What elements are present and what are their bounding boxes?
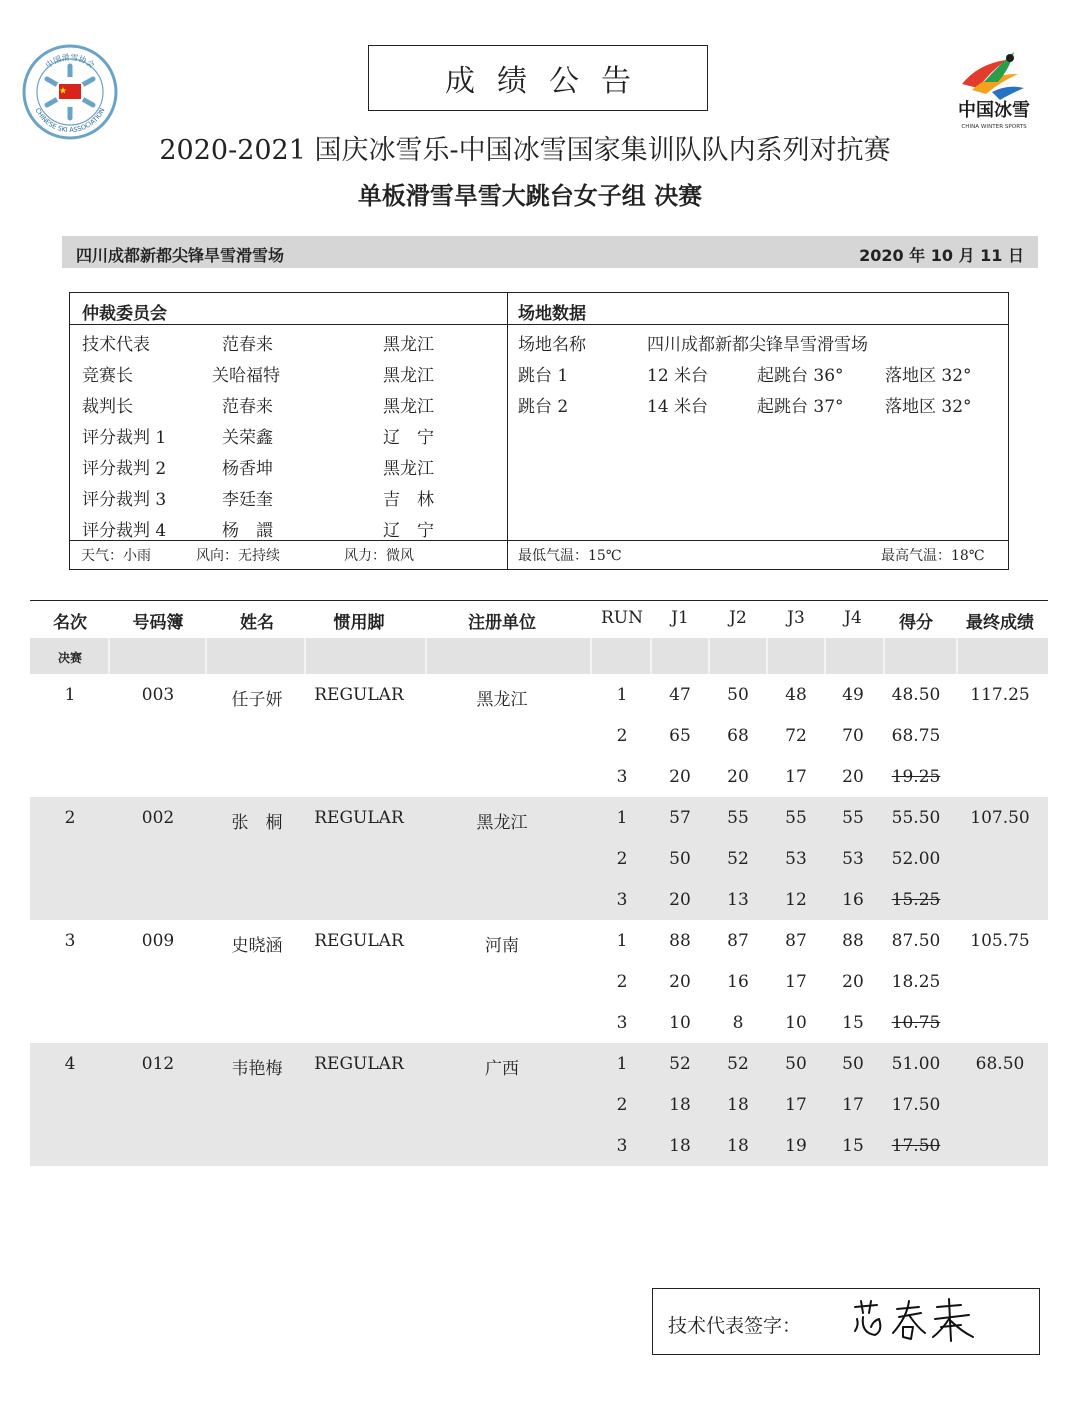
stance: REGULAR bbox=[314, 1054, 404, 1074]
signature-label: 技术代表签字： bbox=[668, 1315, 802, 1337]
judge-1-score: 65 bbox=[669, 726, 691, 746]
run-score: 52.00 bbox=[891, 849, 941, 869]
dropped-run-score: 19.25 bbox=[891, 767, 941, 787]
col-rank: 名次 bbox=[53, 613, 87, 633]
col-score: 得分 bbox=[899, 613, 933, 633]
judge-1-score: 18 bbox=[669, 1136, 691, 1156]
judge-4-score: 70 bbox=[842, 726, 864, 746]
judge-4-score: 16 bbox=[842, 890, 864, 910]
registered-unit: 黑龙江 bbox=[476, 813, 528, 833]
judge-4-score: 88 bbox=[842, 931, 864, 951]
judge-1-score: 88 bbox=[669, 931, 691, 951]
run-number: 3 bbox=[616, 1136, 628, 1156]
page-title: 2020-2021 国庆冰雪乐-中国冰雪国家集训队队内系列对抗赛 bbox=[159, 135, 891, 166]
judge-2-score: 8 bbox=[732, 1013, 744, 1033]
run-number: 2 bbox=[616, 972, 628, 992]
venue-name-row: 场地名称 四川成都新都尖锋旱雪滑雪场 bbox=[518, 335, 868, 355]
athlete-name: 张 桐 bbox=[231, 813, 283, 833]
stance: REGULAR bbox=[314, 808, 404, 828]
col-j2: J2 bbox=[729, 608, 747, 628]
stance: REGULAR bbox=[314, 931, 404, 951]
venue-data-heading: 场地数据 bbox=[518, 304, 586, 324]
rank: 3 bbox=[64, 931, 76, 951]
run-score: 48.50 bbox=[891, 685, 941, 705]
judge-3-score: 72 bbox=[785, 726, 807, 746]
china-winter-sports-logo bbox=[948, 44, 1040, 136]
col-j4: J4 bbox=[844, 608, 862, 628]
chinese-ski-association-logo bbox=[22, 44, 118, 140]
judge-4-score: 15 bbox=[842, 1013, 864, 1033]
event-date: 2020 年 10 月 11 日 bbox=[859, 246, 1024, 265]
judge-3-score: 17 bbox=[785, 767, 807, 787]
athlete-row bbox=[30, 674, 1048, 797]
col-j3: J3 bbox=[787, 608, 805, 628]
page-subtitle: 单板滑雪旱雪大跳台女子组 决赛 bbox=[357, 182, 703, 210]
stage-label: 决赛 bbox=[58, 651, 83, 665]
judge-3-score: 10 bbox=[785, 1013, 807, 1033]
judge-2-score: 16 bbox=[727, 972, 749, 992]
run-score: 68.75 bbox=[891, 726, 941, 746]
judge-3-score: 50 bbox=[785, 1054, 807, 1074]
venue-date-bar bbox=[62, 236, 1038, 268]
jump-row: 跳台 1 12 米台 起跳台 36° 落地区 32° bbox=[518, 366, 972, 386]
judge-2-score: 18 bbox=[727, 1136, 749, 1156]
registered-unit: 河南 bbox=[485, 936, 519, 956]
judge-2-score: 68 bbox=[727, 726, 749, 746]
judge-4-score: 49 bbox=[842, 685, 864, 705]
jump-row: 跳台 2 14 米台 起跳台 37° 落地区 32° bbox=[518, 397, 972, 417]
run-number: 1 bbox=[616, 1054, 628, 1074]
jury-member: 裁判长 范春来 黑龙江 bbox=[82, 397, 434, 417]
judge-2-score: 55 bbox=[727, 808, 749, 828]
dropped-run-score: 10.75 bbox=[891, 1013, 941, 1033]
run-score: 18.25 bbox=[891, 972, 941, 992]
judge-3-score: 17 bbox=[785, 1095, 807, 1115]
judge-4-score: 53 bbox=[842, 849, 864, 869]
registered-unit: 黑龙江 bbox=[476, 690, 528, 710]
judge-2-score: 18 bbox=[727, 1095, 749, 1115]
run-score: 17.50 bbox=[891, 1095, 941, 1115]
judge-1-score: 20 bbox=[669, 972, 691, 992]
left-logo-text-en: CHINESE SKI ASSOCIATION bbox=[33, 106, 107, 135]
run-number: 2 bbox=[616, 726, 628, 746]
judge-2-score: 20 bbox=[727, 767, 749, 787]
final-result: 117.25 bbox=[970, 685, 1030, 705]
judge-2-score: 50 bbox=[727, 685, 749, 705]
judge-3-score: 55 bbox=[785, 808, 807, 828]
final-result: 107.50 bbox=[970, 808, 1030, 828]
registered-unit: 广西 bbox=[485, 1059, 519, 1079]
judge-1-score: 18 bbox=[669, 1095, 691, 1115]
right-logo-text-en: CHINA WINTER SPORTS bbox=[961, 124, 1027, 130]
col-final: 最终成绩 bbox=[966, 613, 1034, 633]
judge-3-score: 53 bbox=[785, 849, 807, 869]
judge-1-score: 10 bbox=[669, 1013, 691, 1033]
judge-1-score: 20 bbox=[669, 767, 691, 787]
judge-3-score: 48 bbox=[785, 685, 807, 705]
bib-number: 003 bbox=[141, 685, 175, 705]
dropped-run-score: 15.25 bbox=[891, 890, 941, 910]
left-logo-text: 中国滑雪协会 bbox=[43, 52, 97, 71]
run-number: 2 bbox=[616, 849, 628, 869]
final-result: 105.75 bbox=[970, 931, 1030, 951]
run-score: 51.00 bbox=[891, 1054, 941, 1074]
judge-1-score: 57 bbox=[669, 808, 691, 828]
officials-venue-box bbox=[69, 292, 1009, 570]
judge-4-score: 20 bbox=[842, 972, 864, 992]
col-bib: 号码簿 bbox=[132, 613, 184, 633]
final-result: 68.50 bbox=[975, 1054, 1025, 1074]
stage-row bbox=[30, 638, 1048, 674]
notice-title: 成绩公告 bbox=[368, 45, 708, 111]
judge-4-score: 55 bbox=[842, 808, 864, 828]
run-number: 3 bbox=[616, 767, 628, 787]
athlete-row bbox=[30, 920, 1048, 1043]
judge-2-score: 13 bbox=[727, 890, 749, 910]
bib-number: 002 bbox=[141, 808, 175, 828]
bib-number: 012 bbox=[141, 1054, 175, 1074]
jury-heading: 仲裁委员会 bbox=[82, 304, 167, 324]
wind-force: 风力：微风 bbox=[344, 548, 414, 564]
judge-2-score: 87 bbox=[727, 931, 749, 951]
venue-name: 四川成都新都尖锋旱雪滑雪场 bbox=[76, 246, 285, 265]
jury-member: 评分裁判 4 杨 譞 辽 宁 bbox=[82, 521, 434, 541]
jury-member: 评分裁判 1 关荣鑫 辽 宁 bbox=[82, 428, 434, 448]
col-run: RUN bbox=[600, 608, 644, 628]
run-number: 3 bbox=[616, 890, 628, 910]
dropped-run-score: 17.50 bbox=[891, 1136, 941, 1156]
run-score: 87.50 bbox=[891, 931, 941, 951]
rank: 4 bbox=[64, 1054, 76, 1074]
athlete-name: 史晓涵 bbox=[231, 936, 283, 956]
judge-1-score: 47 bbox=[669, 685, 691, 705]
athlete-name: 任子妍 bbox=[231, 690, 283, 710]
judge-2-score: 52 bbox=[727, 1054, 749, 1074]
judge-3-score: 17 bbox=[785, 972, 807, 992]
judge-3-score: 12 bbox=[785, 890, 807, 910]
judge-4-score: 20 bbox=[842, 767, 864, 787]
athlete-name: 韦艳梅 bbox=[231, 1059, 283, 1079]
judge-1-score: 20 bbox=[669, 890, 691, 910]
run-number: 2 bbox=[616, 1095, 628, 1115]
run-number: 3 bbox=[616, 1013, 628, 1033]
col-unit: 注册单位 bbox=[468, 613, 536, 633]
signature-box bbox=[652, 1288, 1040, 1355]
athlete-row bbox=[30, 797, 1048, 920]
stance: REGULAR bbox=[314, 685, 404, 705]
run-score: 55.50 bbox=[891, 808, 941, 828]
rank: 1 bbox=[64, 685, 76, 705]
signature-image bbox=[849, 1297, 979, 1345]
run-number: 1 bbox=[616, 685, 628, 705]
max-temperature: 最高气温：18℃ bbox=[881, 548, 985, 564]
judge-4-score: 15 bbox=[842, 1136, 864, 1156]
jury-member: 评分裁判 2 杨香坤 黑龙江 bbox=[82, 459, 434, 479]
jury-member: 技术代表 范春来 黑龙江 bbox=[82, 335, 434, 355]
col-j1: J1 bbox=[671, 608, 689, 628]
col-name: 姓名 bbox=[240, 613, 274, 633]
run-number: 1 bbox=[616, 808, 628, 828]
jury-member: 评分裁判 3 李廷奎 吉 林 bbox=[82, 490, 434, 510]
wind-direction: 风向：无持续 bbox=[196, 548, 280, 564]
judge-1-score: 52 bbox=[669, 1054, 691, 1074]
judge-1-score: 50 bbox=[669, 849, 691, 869]
right-logo-text: 中国冰雪 bbox=[958, 100, 1030, 121]
jury-member: 竞赛长 关哈福特 黑龙江 bbox=[82, 366, 434, 386]
rank: 2 bbox=[64, 808, 76, 828]
min-temperature: 最低气温：15℃ bbox=[518, 548, 622, 564]
judge-3-score: 19 bbox=[785, 1136, 807, 1156]
col-stance: 惯用脚 bbox=[333, 613, 385, 633]
weather: 天气：小雨 bbox=[81, 548, 151, 564]
judge-2-score: 52 bbox=[727, 849, 749, 869]
judge-4-score: 50 bbox=[842, 1054, 864, 1074]
judge-4-score: 17 bbox=[842, 1095, 864, 1115]
athlete-row bbox=[30, 1043, 1048, 1166]
run-number: 1 bbox=[616, 931, 628, 951]
bib-number: 009 bbox=[141, 931, 175, 951]
judge-3-score: 87 bbox=[785, 931, 807, 951]
